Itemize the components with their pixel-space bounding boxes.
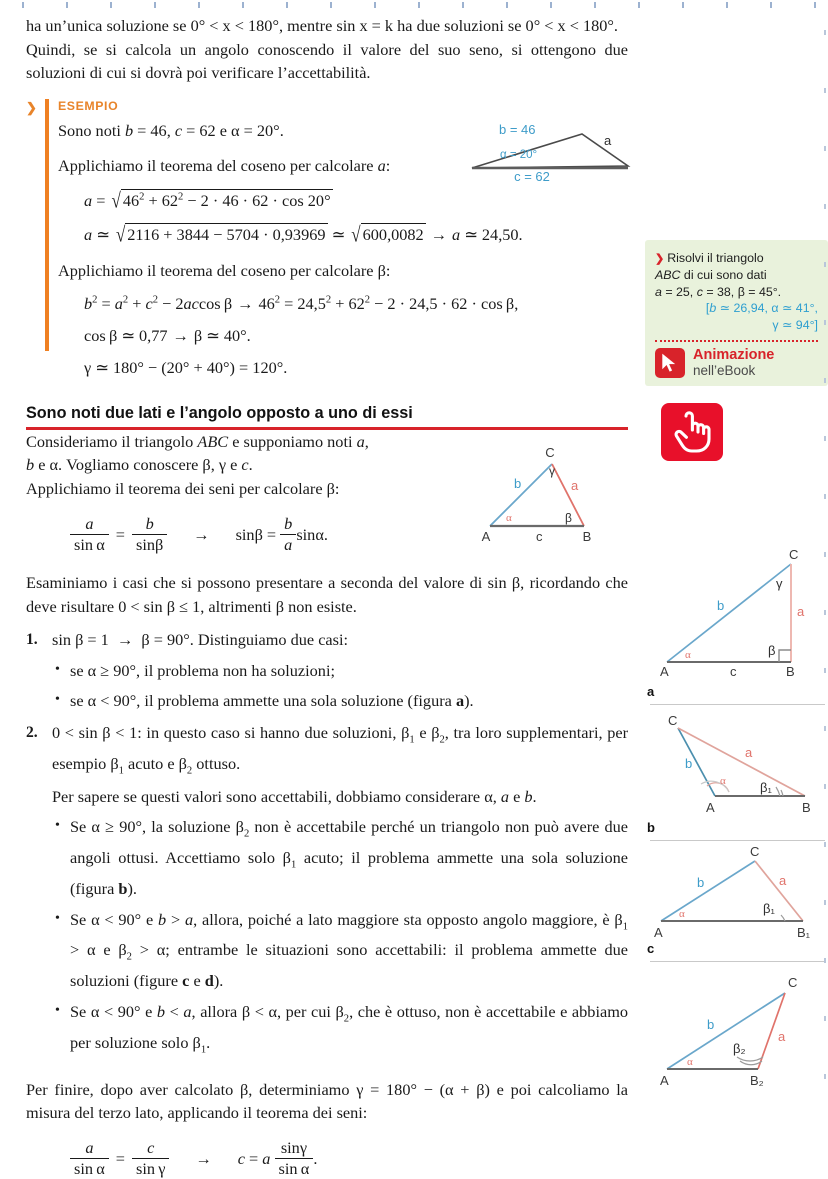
esempio-equation-2: a ≃ √ 2116 + 3844 − 5704 · 0,93969 ≃ √ 600,0082 → a ≃ 24,50. <box>84 222 523 247</box>
intro-text-c: ha due soluzioni se <box>393 16 526 35</box>
bullet-2-2: • Se α < 90° e b > a, allora, poiché a lato maggiore sta opposto angolo maggiore, è $\beta_1 > \alpha$ e $\beta_2 > \alpha$; entrambe le situazioni sono accettabili: il problema ammette due soluzioni (figure c e d). <box>52 908 628 993</box>
esempio-line-3: Applichiamo il teorema del coseno per calcolare β: <box>58 260 391 280</box>
side-b-line <box>661 861 755 921</box>
esempio-title: ESEMPIO <box>58 98 119 113</box>
angle-beta: β <box>768 643 776 658</box>
figure-b-svg <box>645 712 828 822</box>
section-heading: Sono noti due lati e l’angolo opposto a uno di essi <box>26 404 628 430</box>
figure-c-label: c <box>647 941 655 956</box>
abc-triangle-figure <box>480 444 600 544</box>
bullet-1-1: • se α ≥ 90°, il problema non ha soluzioni; <box>52 659 628 683</box>
animation-labels <box>693 348 774 378</box>
cursor-icon <box>655 348 685 378</box>
vertex-C: C <box>750 844 760 859</box>
angle-beta1: β₁ <box>763 901 775 916</box>
main-text-column <box>26 14 628 1179</box>
bullet-2-3: • Se α < 90° e b < a, allora β < α, per cui $\beta_2$, che è ottuso, non è accettabile e abbiamo per soluzione solo $\beta_1$. <box>52 1000 628 1062</box>
angle-alpha: α <box>679 908 685 920</box>
figure-c-svg <box>645 843 828 943</box>
angle-alpha: α <box>720 775 726 787</box>
label-a: a <box>604 133 612 148</box>
bullet-1-2: • se α < 90°, il problema ammette una sola soluzione (figura a). <box>52 689 628 713</box>
case-item-1 <box>26 628 628 713</box>
case-number-1: 1. <box>26 631 38 649</box>
label-b: b <box>697 875 705 890</box>
vertex-B: B <box>802 800 811 815</box>
label-c: c = 62 <box>514 169 550 184</box>
case-number-2: 2. <box>26 724 38 741</box>
bullet-2-1: • Se α ≥ 90°, la soluzione $\beta_2$ non è accettabile perché un triangolo non può avere due angoli ottusi. Accettiamo solo $\beta_1$ acuto; il problema ammette una sola soluzione (figura b). <box>52 815 628 900</box>
intro-math-1: 0° < x < 180° <box>190 16 279 35</box>
green-box-abc: ABC <box>655 268 681 283</box>
case-text-1: sin β = 1 → β = 90°. Distinguiamo due casi: <box>52 630 349 650</box>
green-box-text-1: Risolvi il triangolo <box>667 251 764 265</box>
closing-paragraph: Per finire, dopo aver calcolato β, determiniamo γ = 180° − (α + β) e poi calcoliamo la misura del terzo lato, applicando il teorema dei seni: <box>26 1079 628 1123</box>
label-b: b <box>717 598 725 613</box>
section-paragraph-3: Esaminiamo i casi che si possono presentare a seconda del valore di sin β, ricordando che deve risultare 0 < sin β ≤ 1, altrimenti β non esiste. <box>26 573 628 616</box>
figure-a-divider <box>650 704 825 705</box>
intro-text-b: , mentre <box>278 16 337 35</box>
vertex-C: C <box>788 975 798 990</box>
section-paragraph-2: Applichiamo il teorema dei seni per calcolare β: <box>26 478 340 498</box>
label-b: b <box>685 756 693 771</box>
figure-b-label: b <box>647 820 655 835</box>
animation-subtitle: nell’eBook <box>693 363 756 379</box>
case-item-2 <box>26 721 628 1062</box>
angle-alpha: α <box>506 512 512 524</box>
beta-arc-outer <box>776 787 780 796</box>
angle-alpha: α <box>685 649 691 661</box>
figure-c-divider <box>650 961 825 962</box>
green-box-divider <box>655 340 818 342</box>
green-box-answer-2: γ ≃ 94°] <box>772 317 818 332</box>
right-edge-marks <box>824 0 828 1089</box>
vertex-B2: B₂ <box>750 1073 764 1088</box>
angle-beta2: β₂ <box>733 1041 746 1056</box>
angle-gamma: γ <box>776 576 783 591</box>
esempio-orange-bar <box>45 99 49 351</box>
esempio-line-1: Sono noti b = 46, c = 62 e α = 20°. <box>58 120 284 140</box>
vertex-A: A <box>660 1073 669 1088</box>
case-1-bullets <box>52 659 628 713</box>
label-a: a <box>779 873 787 888</box>
green-box-text-2: di cui sono dati <box>680 268 767 283</box>
side-b-line <box>490 464 552 526</box>
label-a: a <box>778 1029 786 1044</box>
green-box-line-2 <box>655 267 818 283</box>
example-triangle-figure <box>466 120 636 182</box>
right-angle-marker <box>779 650 791 662</box>
green-box-answer-1: [b ≃ 26,94, α ≃ 41°, <box>705 301 818 316</box>
exercise-green-box <box>645 240 828 386</box>
cursor-arrow-glyph <box>660 352 680 374</box>
figure-a-svg <box>645 548 828 680</box>
label-a: a <box>571 478 579 493</box>
vertex-A: A <box>654 925 663 940</box>
figure-b-divider <box>650 840 825 841</box>
abc-triangle-svg <box>480 444 600 544</box>
beta2-arc-outer <box>737 1057 763 1061</box>
esempio-equation-4: cos β ≃ 0,77 → β ≃ 40°. <box>84 325 251 345</box>
green-box-line-1 <box>655 250 818 267</box>
label-b: b <box>514 476 522 491</box>
label-b: b <box>707 1017 715 1032</box>
hand-pointer-button[interactable] <box>661 403 723 461</box>
vertex-B1: B₁ <box>797 925 811 940</box>
vertex-C: C <box>789 547 799 562</box>
figure-a <box>645 548 828 706</box>
vertex-C: C <box>668 713 678 728</box>
esempio-equation-3: $b^2 = a^2 + c^2 - 2accos$ $\beta \to 46^2 = 24,5^2 + 62^2 - 2 \cdot 24,5 \cdot 62 \cdot \cos \beta$, <box>84 293 519 313</box>
intro-text-d: . <box>613 16 618 35</box>
label-c: c <box>730 664 737 679</box>
angle-beta1: β₁ <box>760 780 772 795</box>
esempio-equation-1: a = √ $46^2 + 62^2 - 2 \cdot 46 \cdot 62 \cdot \cos 20^\circ$ <box>84 188 331 213</box>
section-paragraph-1: Consideriamo il triangolo ABC e supponiamo noti a, b e α. Vogliamo conoscere β, γ e c. <box>26 431 369 475</box>
intro-text-a: ha un’unica soluzione se <box>26 16 191 35</box>
green-box-arrow-icon: ❯ <box>655 253 665 265</box>
esempio-arrow-icon: ❯ <box>26 99 37 115</box>
label-a: a <box>745 745 753 760</box>
label-c: c <box>536 529 543 544</box>
intro-math-3: 0° < x < 180° <box>525 16 614 35</box>
example-triangle-svg <box>466 120 636 182</box>
figure-a-label: a <box>647 684 655 699</box>
top-ruler <box>0 0 828 10</box>
case-text-2: 0 < sin β < 1: in questo caso si hanno due soluzioni, $\beta_1$ e $\beta_2$, tra loro supplementari, per esempio $\beta_1$ acuto e $\beta_2$ ottuso. <box>52 723 629 777</box>
case-text-2b: Per sapere se questi valori sono accettabili, dobbiamo considerare α, a e b. <box>52 786 537 806</box>
intro-paragraph-1 <box>26 14 628 38</box>
figure-d <box>645 965 828 1089</box>
label-a: a <box>797 604 805 619</box>
angle-beta: β <box>565 511 572 525</box>
intro-paragraph-2: Quindi, se si calcola un angolo conoscendo il valore del suo seno, si ottengono due soluzioni di cui si dovrà poi verificare l’accettabilità. <box>26 39 628 83</box>
vertex-B: B <box>786 664 795 679</box>
vertex-A: A <box>706 800 715 815</box>
esempio-equation-5: γ ≃ 180° − (20° + 40°) = 120°. <box>84 357 288 377</box>
intro-math-2: sin x = k <box>336 16 394 35</box>
figure-c <box>645 843 828 961</box>
angle-gamma: γ <box>549 464 555 478</box>
figure-b <box>645 712 828 842</box>
cases-list <box>26 628 628 1061</box>
sine-theorem-equation: $\frac{a}{\text{sin α}}$ = $\frac{b}{\sin\beta}$ → sinβ = $\frac{b}{a}$ sinα. <box>70 515 628 555</box>
animation-link[interactable] <box>655 348 818 378</box>
green-box-line-3: a = 25, c = 38, β = 45°. <box>655 284 782 299</box>
label-b: b = 46 <box>499 122 536 137</box>
vertex-A: A <box>660 664 669 679</box>
closing-equation: $\frac{a}{\text{sin α}}$ = $\frac{c}{\text{sin γ}}$ → c = a $\frac{\sin\gamma}{\text{sin α}}$ . <box>70 1139 628 1179</box>
label-alpha: α = 20° <box>500 149 538 161</box>
esempio-line-2: Applichiamo il teorema del coseno per calcolare a: <box>58 155 391 175</box>
vertex-B: B <box>582 529 592 544</box>
case-2-bullets <box>52 815 628 1061</box>
side-b-line <box>667 993 785 1069</box>
vertex-C: C <box>545 445 555 460</box>
vertex-A: A <box>481 529 491 544</box>
angle-alpha: α <box>687 1056 693 1068</box>
figure-d-svg <box>645 965 828 1089</box>
hand-pointer-icon <box>669 410 715 454</box>
animation-title: Animazione <box>693 347 775 364</box>
